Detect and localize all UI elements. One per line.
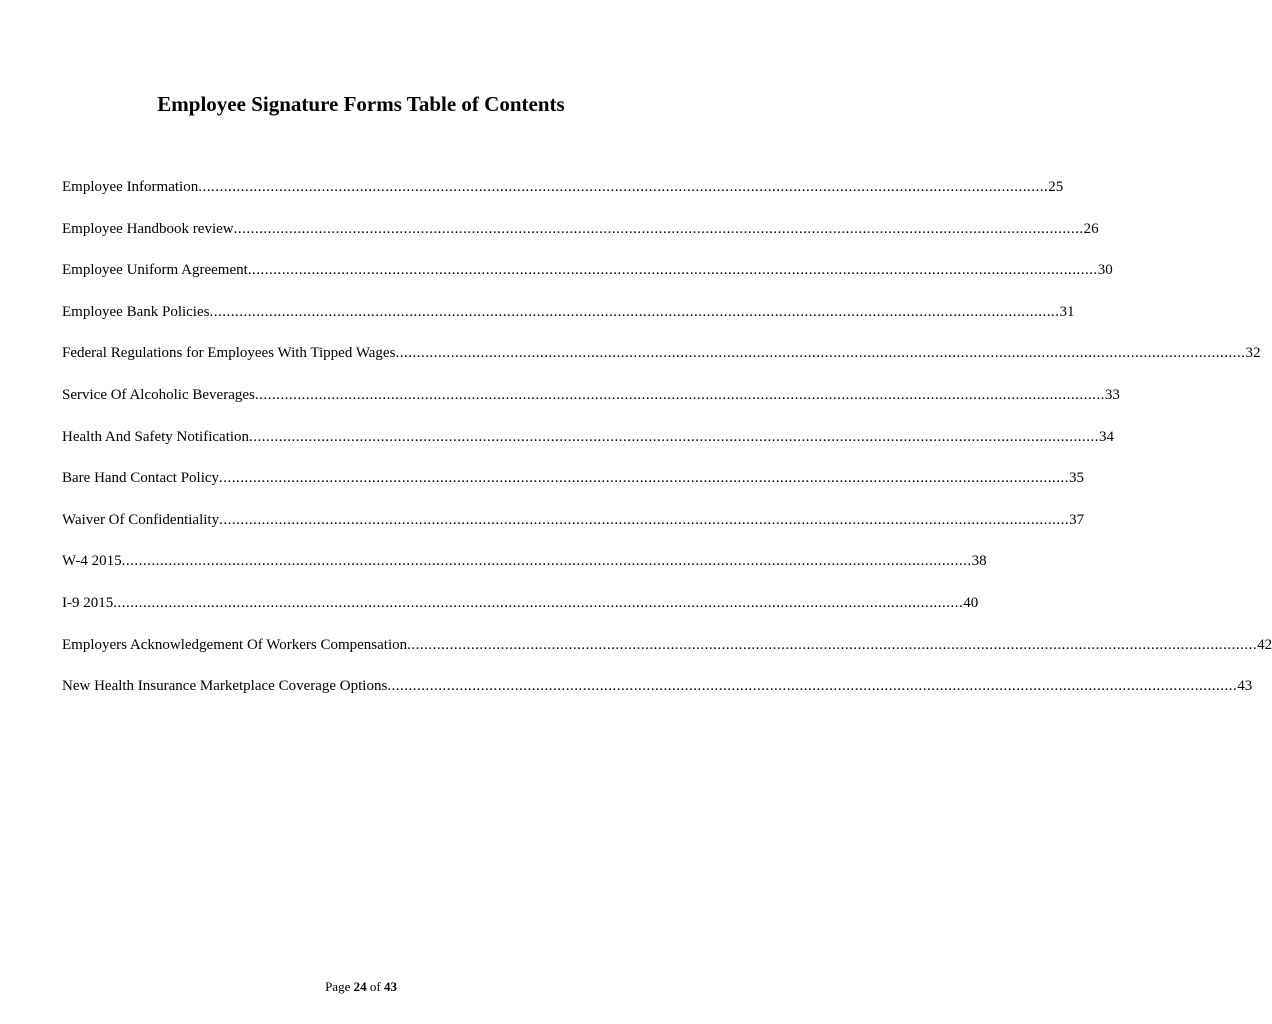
toc-entry-label: Waiver Of Confidentiality xyxy=(62,511,220,528)
toc-entry[interactable] xyxy=(62,466,1085,508)
toc-entry[interactable] xyxy=(62,633,1272,675)
toc-entry[interactable] xyxy=(62,341,1261,383)
toc-dot-leader: ........................................................................................................................................................................................................ xyxy=(254,386,1105,403)
toc-entry[interactable] xyxy=(62,591,979,633)
toc-dot-leader: ........................................................................................................................................................................................................ xyxy=(113,594,964,611)
page-title: Employee Signature Forms Table of Contents xyxy=(157,92,565,116)
toc-entry-label: Employee Information xyxy=(62,179,199,195)
toc-entry-label: Service Of Alcoholic Beverages xyxy=(62,386,255,403)
toc-entry-label: Employee Bank Policies xyxy=(62,303,210,320)
toc-dot-leader: ........................................................................................................................................................................................................ xyxy=(387,678,1238,695)
toc-entry[interactable] xyxy=(62,549,987,591)
toc-dot-leader: ........................................................................................................................................................................................................ xyxy=(233,220,1084,237)
toc-entry-label: Federal Regulations for Employees With Tipped Wages xyxy=(62,345,396,362)
toc-entry-label: Employee Handbook review xyxy=(62,220,234,237)
toc-dot-leader: ........................................................................................................................................................................................................ xyxy=(249,428,1100,445)
toc-dot-leader: ........................................................................................................................................................................................................ xyxy=(198,179,1049,195)
toc-entry[interactable] xyxy=(62,425,1115,467)
toc-entry[interactable] xyxy=(62,300,1075,342)
toc-entry-page: 26 xyxy=(1083,220,1099,237)
page-number-prefix: Page xyxy=(325,979,351,994)
toc-entry[interactable] xyxy=(62,258,1113,300)
toc-entry-page: 31 xyxy=(1059,303,1075,320)
toc-entry-page: 37 xyxy=(1069,511,1085,528)
toc-entry-page: 43 xyxy=(1237,678,1253,695)
toc-entry-page: 30 xyxy=(1097,262,1113,279)
toc-entry-page: 35 xyxy=(1069,470,1085,487)
toc-entry-label: I-9 2015 xyxy=(62,594,114,611)
toc-entry-page: 25 xyxy=(1048,179,1064,195)
table-of-contents xyxy=(62,175,1272,716)
toc-dot-leader: ........................................................................................................................................................................................................ xyxy=(219,511,1070,528)
toc-dot-leader: ........................................................................................................................................................................................................ xyxy=(209,303,1060,320)
toc-dot-leader: ........................................................................................................................................................................................................ xyxy=(407,636,1258,653)
toc-entry-page: 42 xyxy=(1257,636,1272,653)
toc-entry-label: Employee Uniform Agreement xyxy=(62,262,248,279)
toc-entry-page: 38 xyxy=(971,553,987,570)
toc-entry-page: 32 xyxy=(1245,345,1261,362)
toc-entry-label: New Health Insurance Marketplace Coverage Options xyxy=(62,678,388,695)
toc-dot-leader: ........................................................................................................................................................................................................ xyxy=(395,345,1246,362)
current-page-number: 24 xyxy=(353,979,367,994)
toc-entry-page: 34 xyxy=(1099,428,1115,445)
toc-entry[interactable] xyxy=(62,508,1085,550)
toc-dot-leader: ........................................................................................................................................................................................................ xyxy=(121,553,972,570)
toc-entry[interactable] xyxy=(62,383,1120,425)
toc-entry[interactable] xyxy=(62,674,1253,716)
toc-entry-page: 33 xyxy=(1104,386,1120,403)
toc-entry-label: Health And Safety Notification xyxy=(62,428,250,445)
toc-entry[interactable] xyxy=(62,175,1064,217)
page-footer xyxy=(0,977,722,997)
toc-entry-page: 40 xyxy=(963,594,979,611)
toc-entry[interactable] xyxy=(62,217,1099,259)
page-number-of: of xyxy=(369,979,381,994)
toc-entry-label: Employers Acknowledgement Of Workers Compensation xyxy=(62,636,408,653)
toc-dot-leader: ........................................................................................................................................................................................................ xyxy=(219,470,1070,487)
toc-entry-label: Bare Hand Contact Policy xyxy=(62,470,220,487)
toc-entry-label: W-4 2015 xyxy=(62,553,122,570)
total-page-count: 43 xyxy=(383,979,397,994)
toc-dot-leader: ........................................................................................................................................................................................................ xyxy=(247,262,1098,279)
